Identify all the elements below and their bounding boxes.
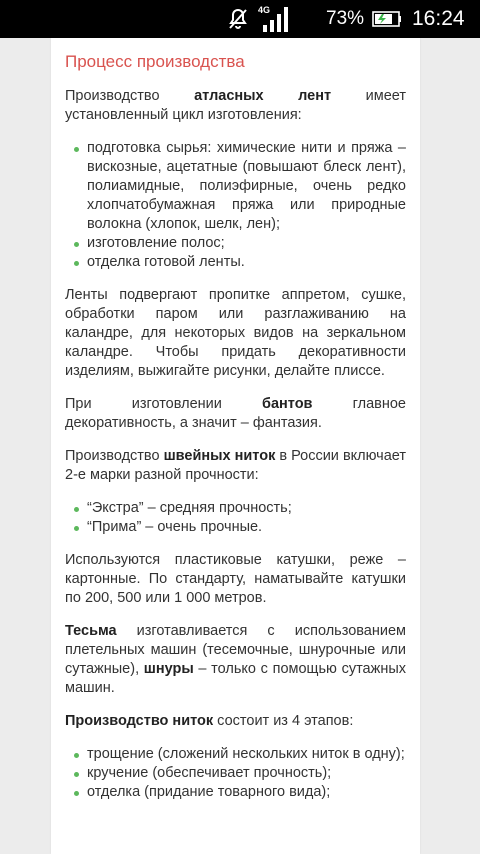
list-item: отделка (придание товарного вида); xyxy=(87,783,406,802)
list-item: “Прима” – очень прочные. xyxy=(87,518,406,537)
text-span: состоит из 4 этапов: xyxy=(213,713,354,729)
article-heading: Процесс производства xyxy=(65,52,245,71)
list-item: кручение (обеспечивает прочность); xyxy=(87,764,406,783)
text-span: Производство xyxy=(65,448,164,464)
thread-stages-list xyxy=(65,745,406,802)
text-span: имеет установленный цикл изготовления: xyxy=(65,88,407,123)
paragraph-ribbons-intro xyxy=(65,87,406,125)
list-item: подготовка сырья: химические нити и пряжа – вискозные, ацетатные (повышают блеск лент), полиамидные, полиэфирные, очень редко хлопчатобумажная пряжа или природные волокна (хлопок, шелк, лен); xyxy=(87,140,406,232)
text-span: в России включает 2-е марки разной прочности: xyxy=(65,448,407,483)
text-span: – только с помощью сутажных машин. xyxy=(65,661,407,696)
paragraph-braid xyxy=(65,622,406,698)
text-span: главное декоративность, а значит – фантазия. xyxy=(65,396,406,431)
bold-term-cords: шнуры xyxy=(143,661,194,677)
network-type-label: 4G xyxy=(258,5,271,15)
bold-term-bows: бантов xyxy=(262,396,313,412)
status-bar xyxy=(0,0,480,38)
bold-term-thread-production: Производство ниток xyxy=(65,713,214,729)
paragraph-bows xyxy=(65,395,406,433)
list-item: отделка готовой ленты. xyxy=(87,253,406,272)
bold-term-sewing-threads: швейных ниток xyxy=(163,448,276,464)
list-item: трощение (сложений нескольких ниток в одну); xyxy=(87,746,405,762)
mute-icon xyxy=(226,0,250,38)
clock-time: 16:24 xyxy=(412,7,465,30)
battery-charging-icon xyxy=(372,0,402,38)
bold-term-braid: Тесьма xyxy=(65,623,117,639)
bold-term-satin-ribbons: атласных лент xyxy=(194,88,332,104)
paragraph-spools: Используются пластиковые катушки, реже – картонные. По стандарту, наматывайте катушки по 200, 500 или 1 000 метров. xyxy=(65,552,406,606)
article-content xyxy=(65,38,406,816)
battery-percent: 73% xyxy=(326,8,365,29)
text-span: Производство xyxy=(65,88,195,104)
text-span: При изготовлении xyxy=(65,396,263,412)
text-span: изготавливается с использованием плетельных машин (тесемочные, шнурочные или сутажные), xyxy=(65,623,406,677)
paragraph-sewing-threads xyxy=(65,447,406,485)
paragraph-thread-production xyxy=(65,712,406,731)
list-item: “Экстра” – средняя прочность; xyxy=(87,499,406,518)
thread-grades-list xyxy=(65,499,406,537)
list-item: изготовление полос; xyxy=(87,234,406,253)
signal-icon xyxy=(258,0,290,38)
production-stages-list xyxy=(65,139,406,272)
paragraph-ribbon-treatment: Ленты подвергают пропитке аппретом, сушке, обработки паром или разглаживанию на каландре, для некоторых видов на зеркальном каландре. Чтобы придать декоративности изделиям, выжигайте рисунки, делайте плиссе. xyxy=(65,287,406,379)
article-page[interactable] xyxy=(51,38,420,854)
